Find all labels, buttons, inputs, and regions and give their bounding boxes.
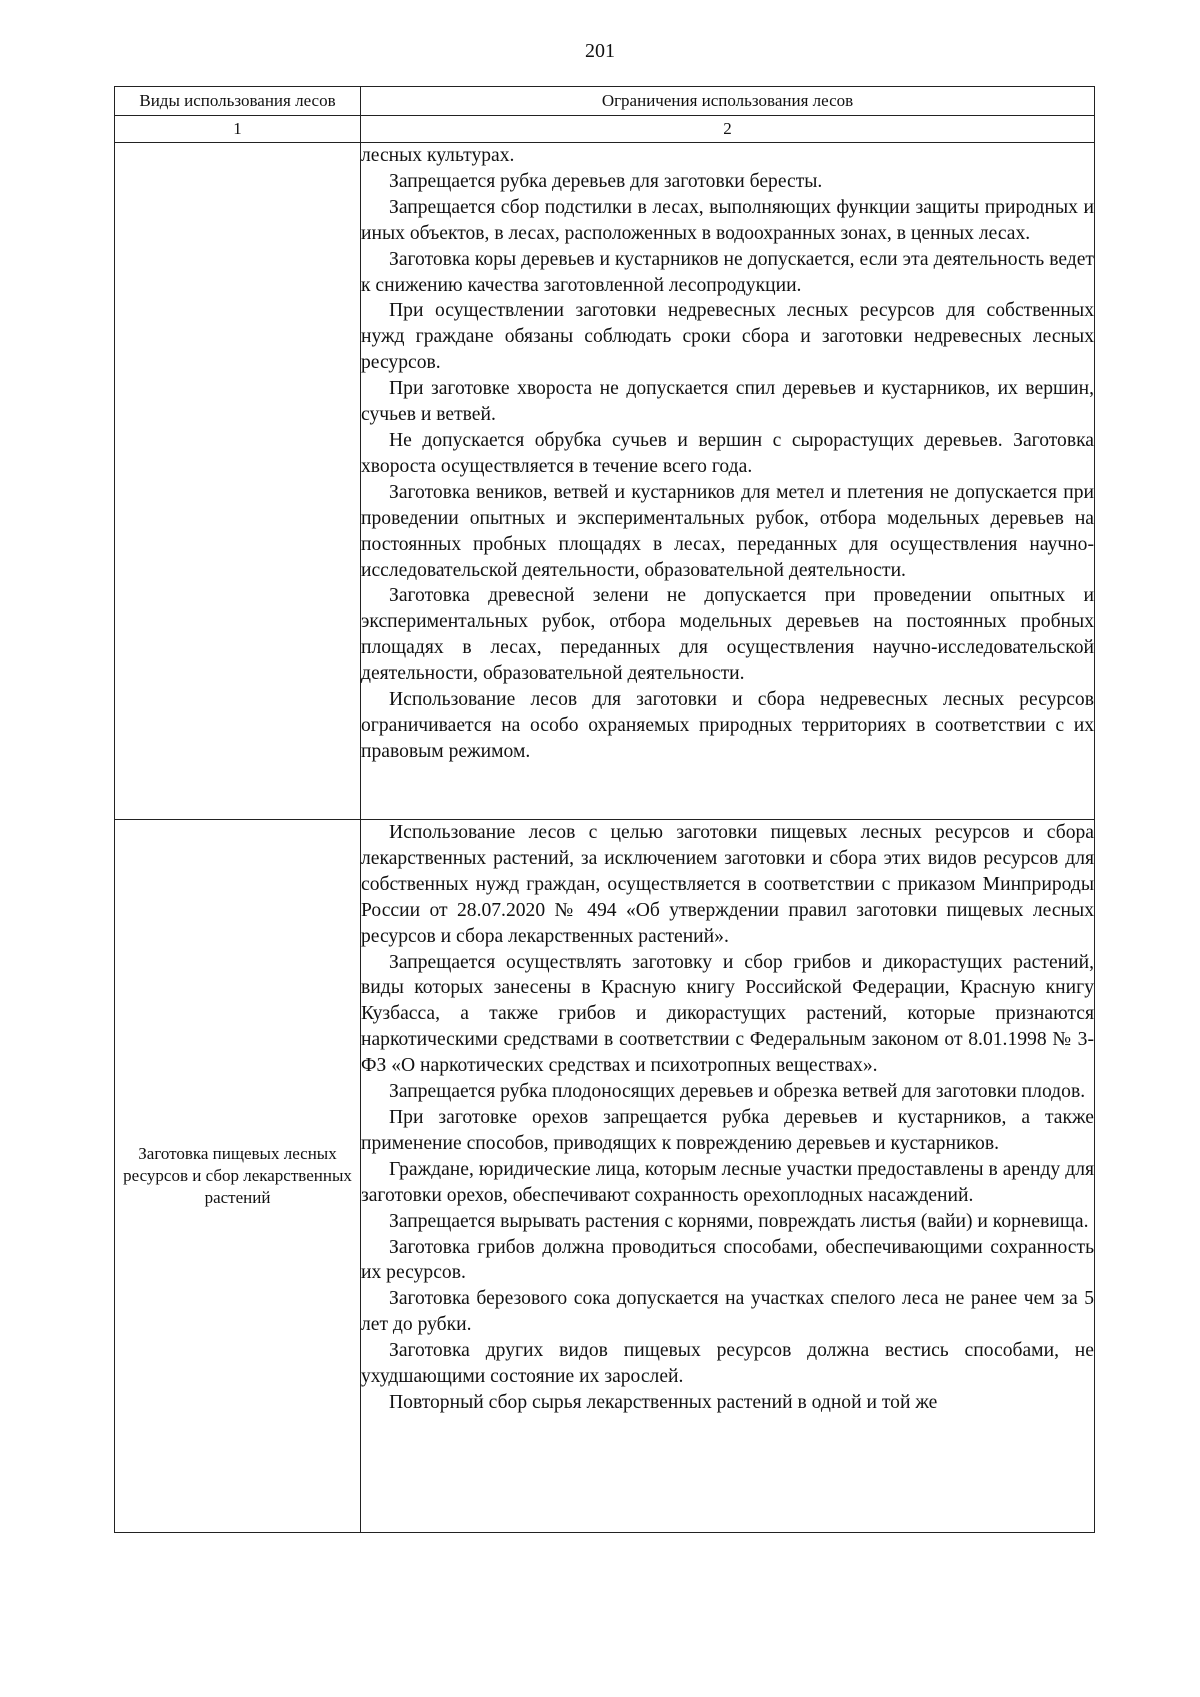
restrictions-cell (361, 820, 1095, 1533)
restriction-paragraph: Использование лесов для заготовки и сбора недревесных лесных ресурсов ограничивается на особо охраняемых природных территориях в соответствии с их правовым режимом. (361, 689, 1094, 762)
restriction-paragraph: Граждане, юридические лица, которым лесные участки предоставлены в аренду для заготовки орехов, обеспечивают сохранность орехоплодных насаждений. (361, 1158, 1094, 1206)
page-number: 201 (585, 40, 615, 62)
restriction-paragraph: Заготовка грибов должна проводиться способами, обеспечивающими сохранность их ресурсов. (361, 1236, 1094, 1284)
forest-use-restrictions-table (114, 86, 1095, 1533)
restriction-paragraph: При заготовке орехов запрещается рубка деревьев и кустарников, а также применение способов, приводящих к повреждению деревьев и кустарников. (361, 1106, 1094, 1154)
restriction-paragraph: При заготовке хвороста не допускается спил деревьев и кустарников, их вершин, сучьев и ветвей. (361, 378, 1094, 426)
restriction-paragraph: Запрещается рубка деревьев для заготовки бересты. (389, 170, 823, 192)
restriction-paragraph: Использование лесов с целью заготовки пищевых лесных ресурсов и сбора лекарственных растений, за исключением заготовки и сбора этих видов ресурсов для собственных нужд граждан, осуществляется в соответствии с приказом Минприроды России от 28.07.2020 № 494 «Об утверждении правил заготовки пищевых лесных ресурсов и сбора лекарственных растений». (361, 822, 1094, 947)
restriction-paragraph: Заготовка других видов пищевых ресурсов должна вестись способами, не ухудшающими состояние их зарослей. (361, 1340, 1094, 1388)
restriction-paragraph: лесных культурах. (361, 145, 515, 166)
restriction-paragraph: Не допускается обрубка сучьев и вершин с сырорастущих деревьев. Заготовка хвороста осуществляется в течение всего года. (361, 429, 1094, 477)
restriction-paragraph: Заготовка березового сока допускается на участках спелого леса не ранее чем за 5 лет до рубки. (361, 1288, 1094, 1336)
restriction-paragraph: При осуществлении заготовки недревесных лесных ресурсов для собственных нужд граждане обязаны соблюдать сроки сбора и заготовки недревесных лесных ресурсов. (361, 300, 1094, 374)
restrictions-cell (361, 143, 1095, 820)
table-row (115, 143, 1095, 820)
restriction-paragraph: Повторный сбор сырья лекарственных растений в одной и той же (389, 1391, 938, 1413)
restriction-paragraph: Запрещается рубка плодоносящих деревьев и обрезка ветвей для заготовки плодов. (389, 1081, 1086, 1103)
column-number-1: 1 (115, 116, 361, 143)
column-number-2: 2 (361, 116, 1095, 143)
header-forest-use-restrictions: Ограничения использования лесов (361, 87, 1095, 116)
forest-use-type-cell: Заготовка пищевых лесных ресурсов и сбор лекарственных растений (115, 820, 361, 1533)
restriction-paragraph: Запрещается осуществлять заготовку и сбор грибов и дикорастущих растений, виды которых занесены в Красную книгу Российской Федерации, Красную книгу Кузбасса, а также грибов и дикорастущих растений, которые признаются наркотическими средствами в соответствии с Федеральным законом от 8.01.1998 № 3-ФЗ «О наркотических средствах и психотропных веществах». (361, 951, 1094, 1077)
restriction-paragraph: Запрещается сбор подстилки в лесах, выполняющих функции защиты природных и иных объектов, в лесах, расположенных в водоохранных зонах, в ценных лесах. (361, 196, 1094, 244)
table-row (115, 820, 1095, 1533)
column-number-row (115, 116, 1095, 143)
restriction-paragraph: Заготовка коры деревьев и кустарников не допускается, если эта деятельность ведет к снижению качества заготовленной лесопродукции. (361, 248, 1094, 296)
restriction-paragraph: Заготовка древесной зелени не допускается при проведении опытных и экспериментальных рубок, отбора модельных деревьев на постоянных пробных площадях в лесах, переданных для осуществления научно-исследовательской деятельности, образовательной деятельности. (361, 585, 1094, 685)
table-header-row (115, 87, 1095, 116)
restriction-paragraph: Запрещается вырывать растения с корнями, повреждать листья (вайи) и корневища. (389, 1210, 1089, 1232)
forest-use-type-cell (115, 143, 361, 820)
header-forest-use-types: Виды использования лесов (115, 87, 361, 116)
restriction-paragraph: Заготовка веников, ветвей и кустарников для метел и плетения не допускается при проведении опытных и экспериментальных рубок, отбора модельных деревьев на постоянных пробных площадях в лесах, переданных для осуществления научно-исследовательской деятельности, образовательной деятельности. (361, 481, 1094, 581)
